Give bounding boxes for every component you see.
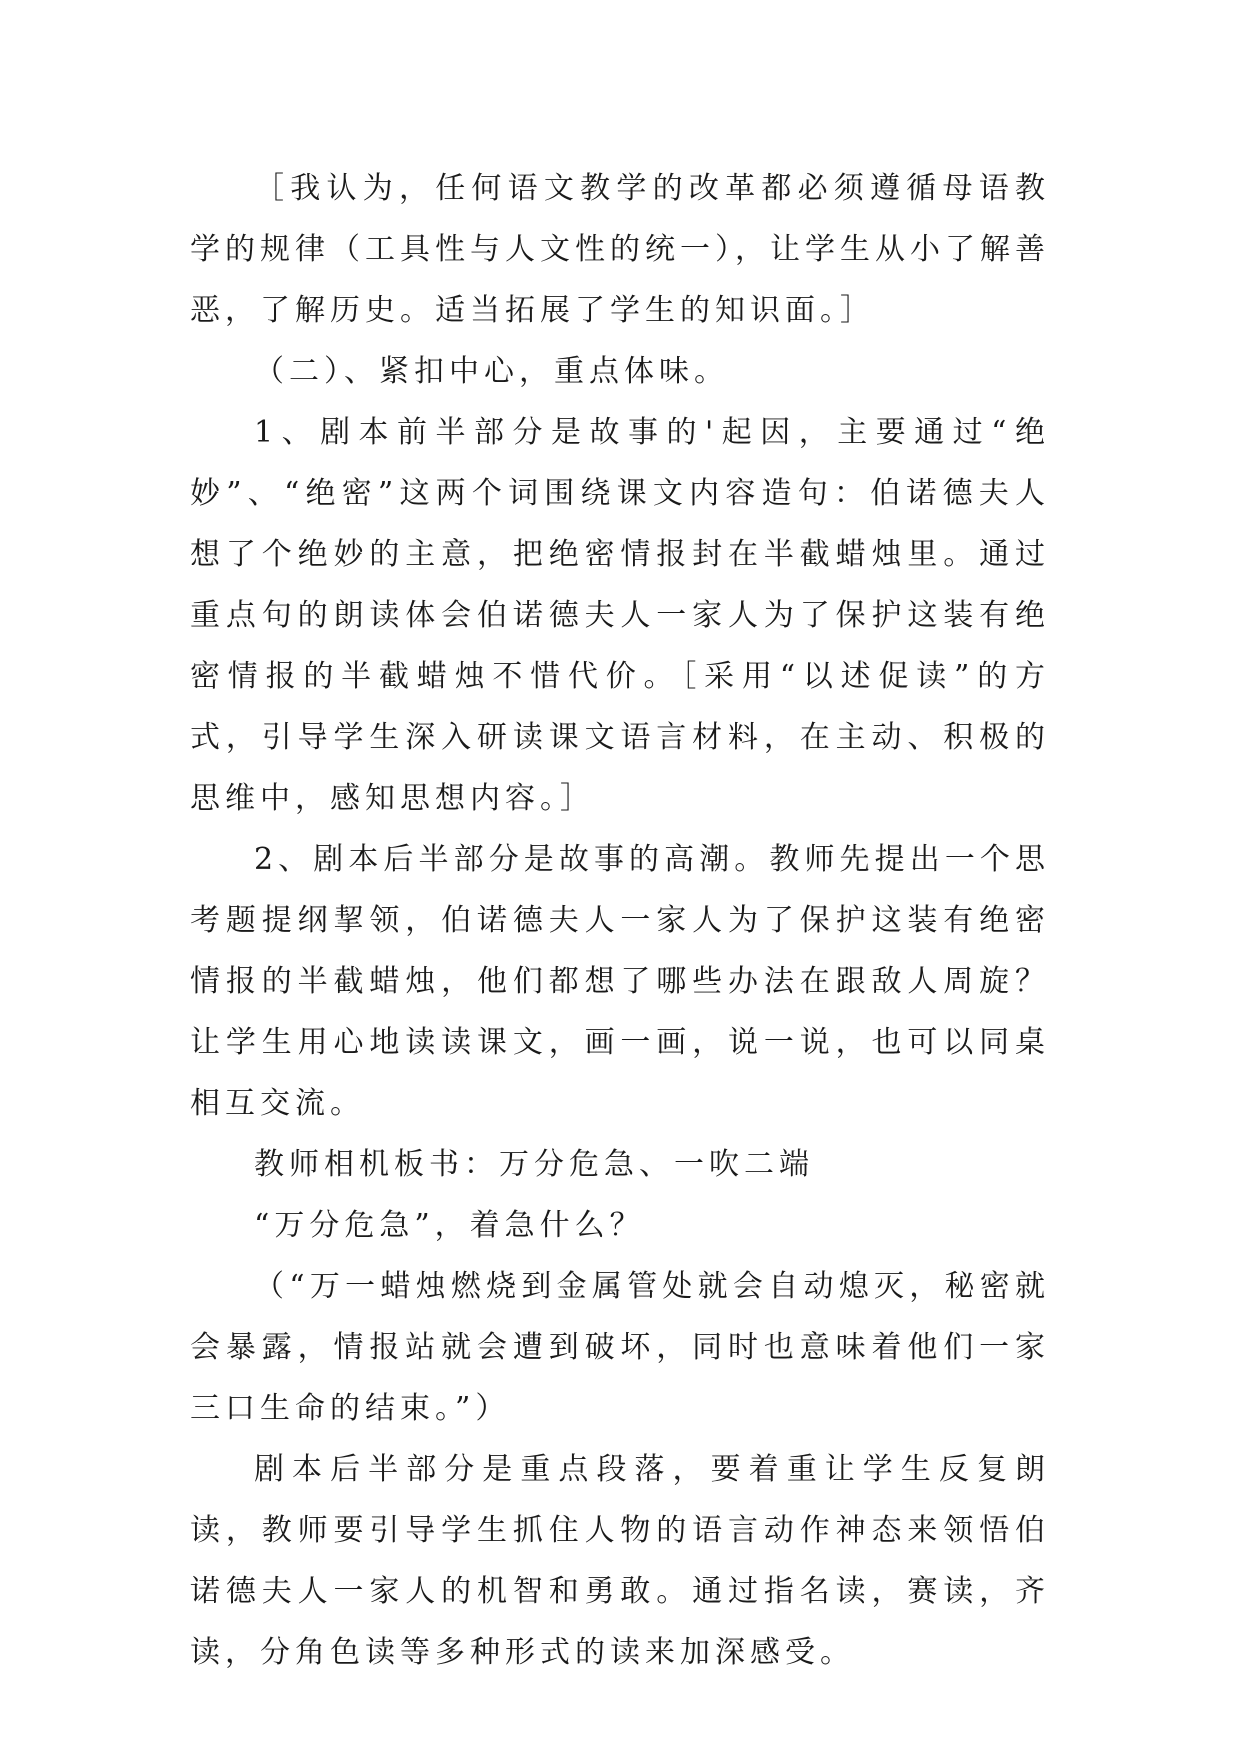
paragraph-answer: （“万一蜡烛燃烧到金属管处就会自动熄灭，秘密就会暴露，情报站就会遭到破坏，同时也意味着他们一家三口生命的结束。”） [190, 1269, 1050, 1426]
paragraph-board-notes: 教师相机板书：万分危急、一吹二端 [254, 1147, 814, 1182]
paragraph-question: “万分危急”，着急什么？ [254, 1208, 645, 1243]
paragraph-item-2: 2、剧本后半部分是故事的高潮。教师先提出一个思考题提纲挈领，伯诺德夫人一家人为了保护这装有绝密情报的半截蜡烛，他们都想了哪些办法在跟敌人周旋？让学生用心地读读课文，画一画，说一说，也可以同桌相互交流。 [190, 842, 1050, 1121]
paragraph-item-1: 1、剧本前半部分是故事的'起因，主要通过“绝妙”、“绝密”这两个词围绕课文内容造句：伯诺德夫人想了个绝妙的主意，把绝密情报封在半截蜡烛里。通过重点句的朗读体会伯诺德夫人一家人为了保护这装有绝密情报的半截蜡烛不惜代价。［采用“以述促读”的方式，引导学生深入研读课文语言材料，在主动、积极的思维中，感知思想内容。］ [190, 415, 1050, 816]
section-heading: （二）、紧扣中心，重点体味。 [254, 354, 729, 389]
paragraph-commentary: ［我认为，任何语文教学的改革都必须遵循母语教学的规律（工具性与人文性的统一），让学生从小了解善恶，了解历史。适当拓展了学生的知识面。］ [190, 171, 1050, 328]
paragraph-conclusion: 剧本后半部分是重点段落，要着重让学生反复朗读，教师要引导学生抓住人物的语言动作神态来领悟伯诺德夫人一家人的机智和勇敢。通过指名读，赛读，齐读，分角色读等多种形式的读来加深感受。 [190, 1452, 1050, 1670]
document-body [190, 158, 1050, 1683]
